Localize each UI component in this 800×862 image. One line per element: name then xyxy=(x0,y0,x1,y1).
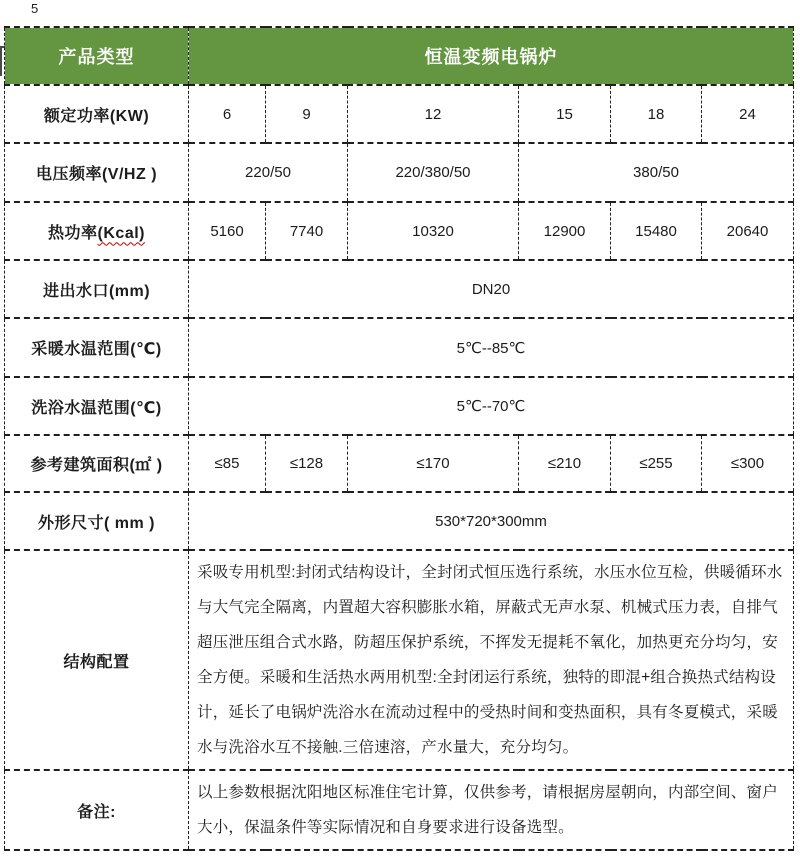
row-structure-configuration xyxy=(5,550,794,770)
row-label: 进出水口(mm) xyxy=(5,260,189,318)
row-label: 参考建筑面积(㎡ ) xyxy=(5,435,189,492)
row-reference-building-area xyxy=(5,435,794,492)
row-voltage-frequency xyxy=(5,143,794,202)
row-thermal-power xyxy=(5,202,794,260)
spec-cell: ≤210 xyxy=(519,435,611,492)
spec-cell: 7740 xyxy=(266,202,348,260)
structure-configuration-text: 采吸专用机型:封闭式结构设计，全封闭式恒压选行系统，水压水位互检，供暖循环水与大气完全隔离，内置超大容积膨胀水箱，屏蔽式无声水泵、机械式压力表，自排气超压泄压组合式水路，防超压保护系统，不挥发无提耗不氧化，加热更充分均匀，安全方便。采暖和生活热水两用机型:全封闭运行系统，独特的即混+组合换热式结构设计，延长了电锅炉洗浴水在流动过程中的受热时间和变热面积，具有冬夏模式，采暖水与洗浴水互不接触.三倍速溶，产水量大，充分均匀。 xyxy=(189,550,794,770)
row-outer-dimensions xyxy=(5,492,794,550)
spec-cell: 20640 xyxy=(702,202,794,260)
row-remarks xyxy=(5,770,794,850)
spec-cell: 5℃--70℃ xyxy=(189,377,794,435)
spec-cell: 18 xyxy=(611,85,702,143)
spec-cell: 220/380/50 xyxy=(348,143,519,202)
row-bath-temp-range xyxy=(5,377,794,435)
left-edge-mark xyxy=(0,46,2,76)
spec-cell: ≤128 xyxy=(266,435,348,492)
row-label: 结构配置 xyxy=(5,550,189,770)
table-header-row xyxy=(5,27,794,85)
row-label: 洗浴水温范围(℃) xyxy=(5,377,189,435)
row-label: 电压频率(V/HZ ) xyxy=(5,143,189,202)
spec-cell: ≤255 xyxy=(611,435,702,492)
spec-cell: 220/50 xyxy=(189,143,348,202)
spec-cell: 15480 xyxy=(611,202,702,260)
remarks-text: 以上参数根据沈阳地区标准住宅计算，仅供参考，请根据房屋朝向，内部空间、窗户大小，保温条件等实际情况和自身要求进行设备选型。 xyxy=(189,770,794,850)
row-label: 采暖水温范围(℃) xyxy=(5,318,189,377)
spec-cell: 12900 xyxy=(519,202,611,260)
row-label xyxy=(5,202,189,260)
spec-cell: 12 xyxy=(348,85,519,143)
row-label-text: 热功率 xyxy=(48,224,98,242)
row-rated-power xyxy=(5,85,794,143)
product-spec-table xyxy=(4,26,794,851)
spec-cell: 15 xyxy=(519,85,611,143)
spec-cell: 24 xyxy=(702,85,794,143)
row-label: 外形尺寸( mm ) xyxy=(5,492,189,550)
spec-cell: 380/50 xyxy=(519,143,794,202)
spec-cell: ≤85 xyxy=(189,435,266,492)
page-number: 5 xyxy=(31,1,39,16)
spec-cell: 5160 xyxy=(189,202,266,260)
spec-cell: ≤300 xyxy=(702,435,794,492)
row-label: 备注: xyxy=(5,770,189,850)
spec-cell: DN20 xyxy=(189,260,794,318)
spec-cell: 10320 xyxy=(348,202,519,260)
row-heating-temp-range xyxy=(5,318,794,377)
spec-cell: ≤170 xyxy=(348,435,519,492)
row-label-spellchecked-text: (Kcal) xyxy=(97,224,145,242)
header-product-name: 恒温变频电锅炉 xyxy=(189,27,794,85)
row-label: 额定功率(KW) xyxy=(5,85,189,143)
row-water-inlet-outlet xyxy=(5,260,794,318)
spec-cell: 5℃--85℃ xyxy=(189,318,794,377)
header-product-type: 产品类型 xyxy=(5,27,189,85)
spec-cell: 530*720*300mm xyxy=(189,492,794,550)
spec-cell: 6 xyxy=(189,85,266,143)
spec-cell: 9 xyxy=(266,85,348,143)
